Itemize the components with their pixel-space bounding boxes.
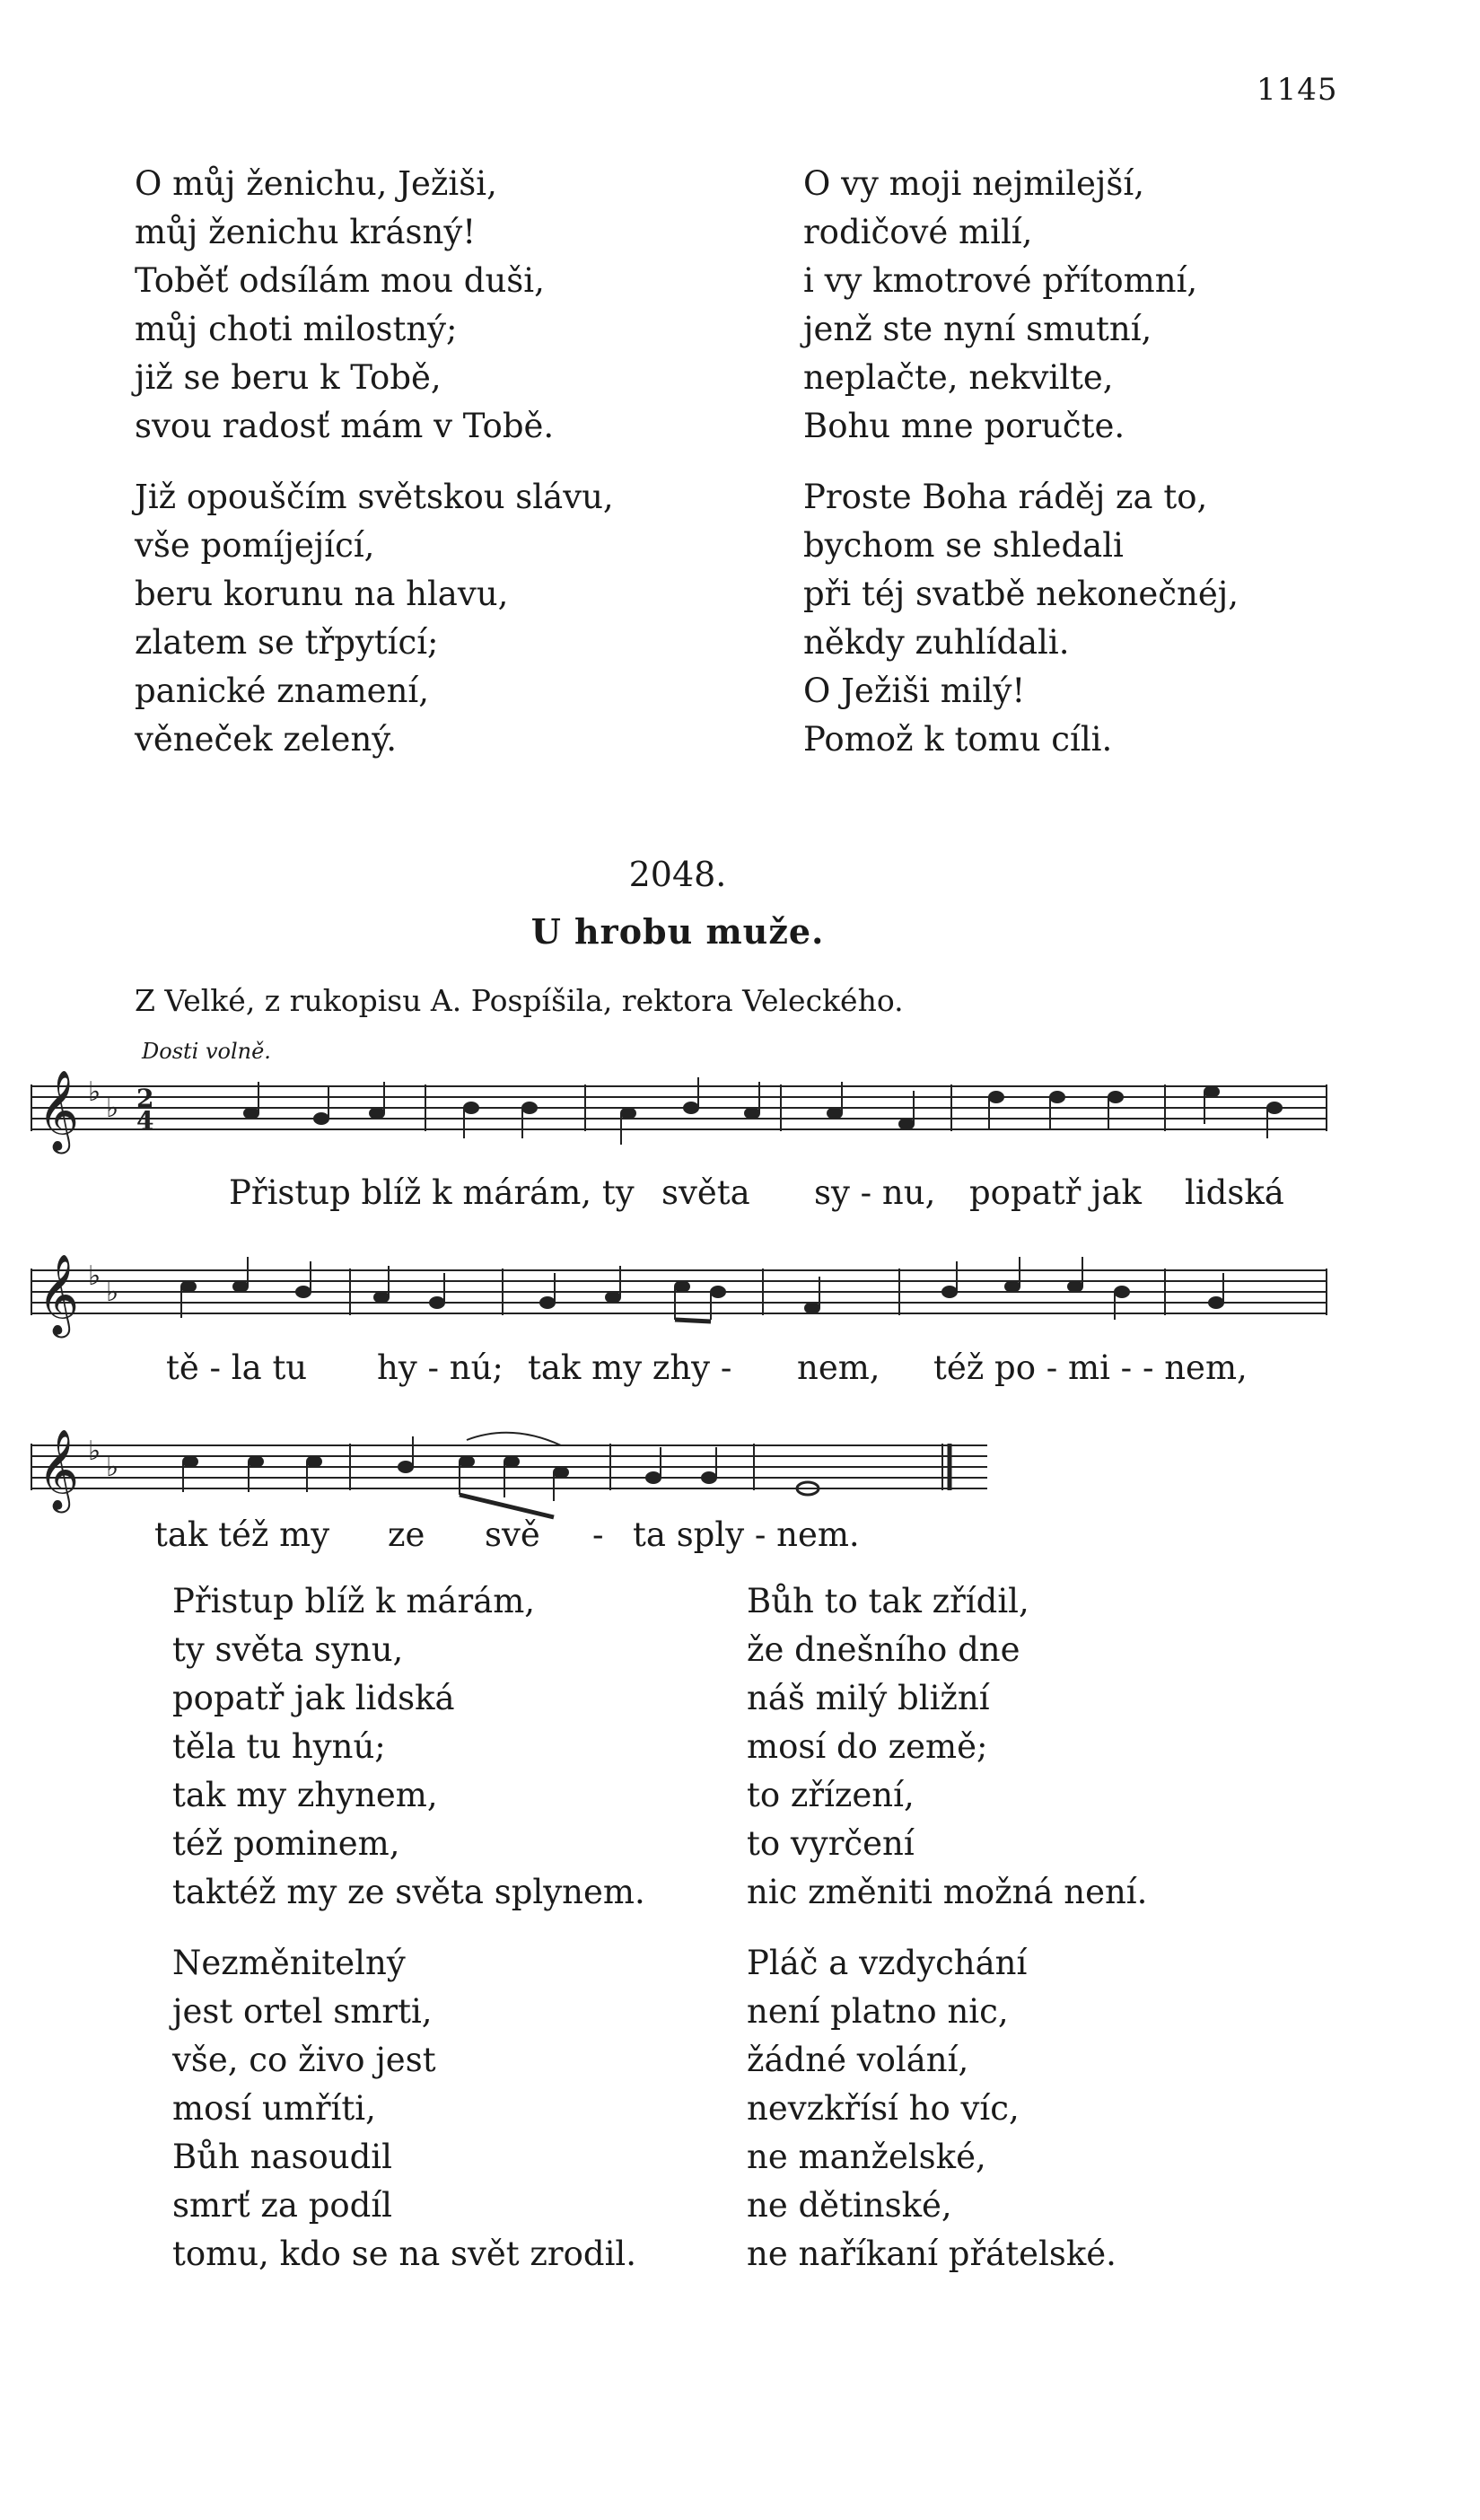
notes-staff-2 xyxy=(181,1257,1223,1321)
stanza-line: někdy zuhlídali. xyxy=(803,623,1070,662)
stanza-line: neplačte, nekvilte, xyxy=(803,358,1114,397)
stanza-line: O vy moji nejmilejší, xyxy=(803,164,1144,203)
stanza-line: to vyrčení xyxy=(747,1824,915,1863)
lyric-line-1-part: lidská xyxy=(1185,1173,1284,1212)
flat-icon: ♭ xyxy=(88,1076,101,1108)
stanza-line: vše pomíjející, xyxy=(135,526,375,565)
flat-icon: ♭ xyxy=(88,1436,101,1467)
lyric-line-1-part: světa xyxy=(661,1173,750,1212)
staff-1 xyxy=(31,1084,1327,1131)
flat-icon: ♭ xyxy=(88,1260,101,1292)
stanza-line: že dnešního dne xyxy=(747,1630,1020,1669)
lyric-line-1-part: Přistup blíž k márám, ty xyxy=(229,1173,635,1212)
stanza-line: i vy kmotrové přítomní, xyxy=(803,261,1198,300)
flat-icon: ♭ xyxy=(106,1093,119,1124)
lyric-line-2-part: hy - nú; xyxy=(377,1348,504,1387)
lyric-line-2-part: tě - la tu xyxy=(166,1348,308,1387)
stanza-line: Bůh nasoudil xyxy=(172,2138,392,2176)
stanza-line: těla tu hynú; xyxy=(172,1727,386,1766)
stanza-line: to zřízení, xyxy=(747,1776,915,1814)
stanza-bottom-left-2 xyxy=(172,1939,636,2279)
stanza-line: Pláč a vzdychání xyxy=(747,1944,1028,1982)
notes-staff-1 xyxy=(244,1077,1282,1145)
stanza-line: jenž ste nyní smutní, xyxy=(803,310,1152,348)
stanza-bottom-right-2 xyxy=(747,1939,1117,2279)
stanza-line: svou radosť mám v Tobě. xyxy=(135,407,555,445)
stanza-bottom-right-1 xyxy=(747,1577,1147,1917)
stanza-bottom-left-1 xyxy=(172,1577,645,1917)
treble-clef-icon: 𝄞 xyxy=(38,1429,80,1510)
stanza-line: panické znamení, xyxy=(135,672,429,710)
treble-clef-icon: 𝄞 xyxy=(38,1254,80,1335)
stanza-line: bychom se shledali xyxy=(803,526,1124,565)
song-source: Z Velké, z rukopisu A. Pospíšila, rektora Veleckého. xyxy=(135,983,904,1018)
flat-icon: ♭ xyxy=(106,1452,119,1483)
time-signature-top: 2 xyxy=(136,1084,154,1113)
time-signature-bottom: 4 xyxy=(136,1106,154,1136)
stanza-line: mosí umříti, xyxy=(172,2089,376,2128)
stanza-line: není platno nic, xyxy=(747,1992,1009,2031)
stanza-line: O můj ženichu, Ježiši, xyxy=(135,164,497,203)
lyric-line-1-part: sy - nu, xyxy=(814,1173,936,1212)
stanza-line: Přistup blíž k márám, xyxy=(172,1582,536,1620)
stanza-line: již se beru k Tobě, xyxy=(135,358,442,397)
stanza-line: Bohu mne poručte. xyxy=(803,407,1125,445)
tempo-marking: Dosti volně. xyxy=(142,1039,271,1064)
stanza-line: popatř jak lidská xyxy=(172,1679,455,1717)
lyric-line-2-part: též po - mi - - nem, xyxy=(933,1348,1248,1387)
stanza-line: můj ženichu krásný! xyxy=(135,213,477,251)
page-number: 1145 xyxy=(1257,72,1338,108)
lyric-line-3-part: ze xyxy=(388,1515,425,1554)
stanza-line: jest ortel smrti, xyxy=(172,1992,433,2031)
stanza-line: Bůh to tak zřídil, xyxy=(747,1582,1029,1620)
stanza-line: můj choti milostný; xyxy=(135,310,458,348)
stanza-line: věneček zelený. xyxy=(135,720,398,759)
song-number: 2048. xyxy=(628,855,727,894)
stanza-line: ne dětinské, xyxy=(747,2186,952,2225)
stanza-line: tomu, kdo se na svět zrodil. xyxy=(172,2235,637,2273)
lyric-line-3-part: svě xyxy=(485,1515,540,1554)
lyric-line-3-part: - xyxy=(592,1515,604,1554)
stanza-line: mosí do země; xyxy=(747,1727,988,1766)
song-title: U hrobu muže. xyxy=(530,911,825,952)
stanza-line: ty světa synu, xyxy=(172,1630,404,1669)
stanza-line: vše, co živo jest xyxy=(172,2041,436,2079)
stanza-line: nic změniti možná není. xyxy=(747,1873,1148,1911)
stanza-line: tak my zhynem, xyxy=(172,1776,438,1814)
stanza-line: žádné volání, xyxy=(747,2041,969,2079)
stanza-line: Již opouščím světskou slávu, xyxy=(135,478,614,516)
stanza-line: rodičové milí, xyxy=(803,213,1033,251)
treble-clef-icon: 𝄞 xyxy=(38,1070,80,1151)
lyric-line-2-part: tak my zhy - xyxy=(528,1348,732,1387)
flat-icon: ♭ xyxy=(106,1277,119,1308)
stanza-line: Pomož k tomu cíli. xyxy=(803,720,1113,759)
stanza-line: Toběť odsílám mou duši, xyxy=(135,261,545,300)
stanza-line: též pominem, xyxy=(172,1824,400,1863)
stanza-line: Nezměnitelný xyxy=(172,1944,406,1982)
stanza-line: O Ježiši milý! xyxy=(803,672,1026,710)
stanza-line: smrť za podíl xyxy=(172,2186,393,2225)
stanza-line: zlatem se třpytící; xyxy=(135,623,439,662)
lyric-line-3-part: tak též my xyxy=(154,1515,330,1554)
lyric-line-2-part: nem, xyxy=(797,1348,880,1387)
stanza-line: nevzkřísí ho víc, xyxy=(747,2089,1020,2128)
stanza-line: Proste Boha ráděj za to, xyxy=(803,478,1208,516)
stanza-line: ne manželské, xyxy=(747,2138,986,2176)
stanza-line: taktéž my ze světa splynem. xyxy=(172,1873,645,1911)
stanza-line: ne naříkaní přátelské. xyxy=(747,2235,1117,2273)
lyric-line-1-part: popatř jak xyxy=(969,1173,1142,1212)
stanza-line: při téj svatbě nekonečnéj, xyxy=(803,575,1239,613)
lyric-line-3-part: ta sply - nem. xyxy=(633,1515,860,1554)
stanza-line: náš milý bližní xyxy=(747,1679,990,1717)
stanza-line: beru korunu na hlavu, xyxy=(135,575,509,613)
